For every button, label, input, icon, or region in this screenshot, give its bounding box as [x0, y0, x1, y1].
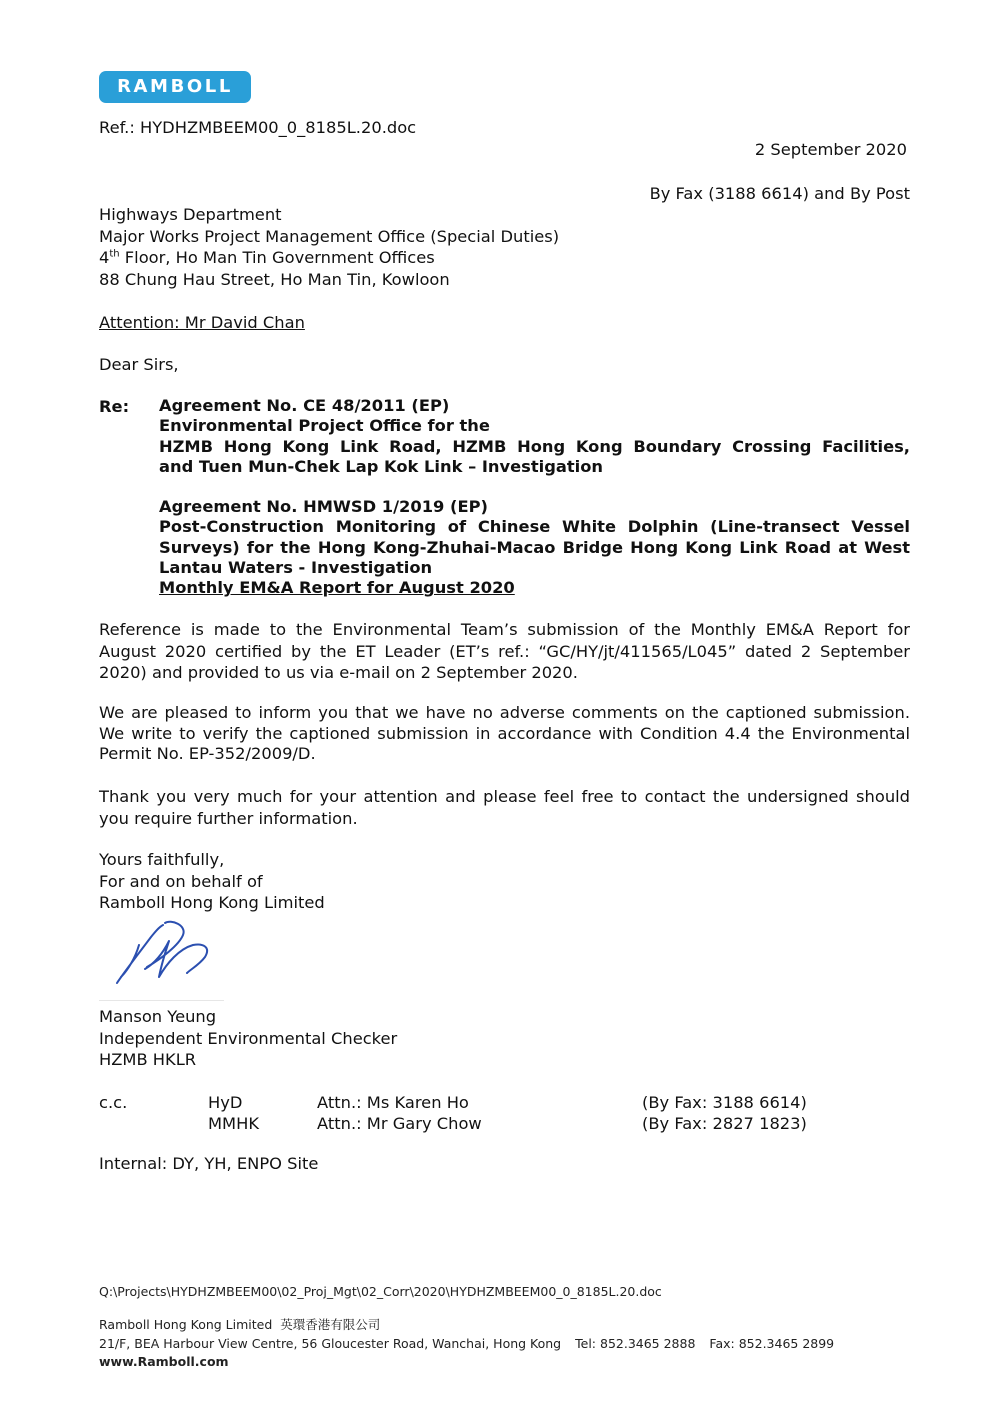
address-line-1: Highways Department	[99, 205, 282, 224]
signer-block	[99, 1006, 397, 1071]
footer-contact	[99, 1335, 834, 1353]
cc-block	[99, 1092, 819, 1136]
signer-name: Manson Yeung	[99, 1007, 217, 1026]
cc-org: HyD	[208, 1093, 243, 1112]
signer-title: Independent Environmental Checker	[99, 1028, 398, 1048]
logo-text: RAMBOLL	[117, 76, 233, 98]
ramboll-logo	[99, 71, 251, 103]
subject-agreement-2: Agreement No. HMWSD 1/2019 (EP)	[159, 497, 488, 517]
file-path: Q:\Projects\HYDHZMBEEM00\02_Proj_Mgt\02_Corr\2020\HYDHZMBEEM00_0_8185L.20.doc	[99, 1284, 662, 1299]
body-paragraph-1: Reference is made to the Environmental Team’s submission of the Monthly EM&A Report for August 2020 certified by the ET Leader (ET’s ref.: “GC/HY/jt/411565/L045” dated 2 September 2020) and provided to us via e-mail on 2 September 2020.	[99, 620, 910, 682]
cc-label: c.c.	[99, 1093, 128, 1112]
footer-address: 21/F, BEA Harbour View Centre, 56 Gloucester Road, Wanchai, Hong Kong	[99, 1336, 562, 1351]
footer-tel: Tel: 852.3465 2888	[575, 1336, 696, 1351]
re-label: Re:	[99, 397, 130, 416]
footer-company	[99, 1316, 380, 1334]
footer-company-name: Ramboll Hong Kong Limited	[99, 1317, 273, 1332]
subject-line: HZMB Hong Kong Link Road, HZMB Hong Kong Boundary Crossing Facilities,	[159, 436, 910, 456]
subject-line: Environmental Project Office for the	[159, 416, 490, 436]
subject-line: and Tuen Mun-Chek Lap Kok Link – Investigation	[159, 456, 604, 476]
subject-report-title: Monthly EM&A Report for August 2020	[159, 578, 515, 598]
delivery-method: By Fax (3188 6614) and By Post	[649, 184, 910, 203]
cc-fax: (By Fax: 2827 1823)	[642, 1114, 807, 1133]
cc-attn: Attn.: Ms Karen Ho	[317, 1093, 469, 1112]
cc-attn: Attn.: Mr Gary Chow	[317, 1114, 482, 1133]
subject-line: Post-Construction Monitoring of Chinese White Dolphin (Line-transect Vessel	[159, 517, 910, 537]
cc-fax: (By Fax: 3188 6614)	[642, 1093, 807, 1112]
address-line-2: Major Works Project Management Office (Special Duties)	[99, 226, 560, 246]
letter-date: 2 September 2020	[754, 140, 907, 159]
footer-company-cn: 英環香港有限公司	[280, 1317, 381, 1332]
salutation: Dear Sirs,	[99, 355, 179, 374]
subject-line: Surveys) for the Hong Kong-Zhuhai-Macao Bridge Hong Kong Link Road at West	[159, 537, 910, 557]
subject-block	[159, 396, 910, 599]
address-line-3: 4th Floor, Ho Man Tin Government Offices	[99, 248, 435, 267]
handwritten-signature	[99, 915, 229, 1005]
closing-line-2: For and on behalf of	[99, 871, 263, 891]
subject-line: Lantau Waters - Investigation	[159, 558, 433, 578]
internal-distribution: Internal: DY, YH, ENPO Site	[99, 1154, 319, 1173]
body-paragraph-2: We are pleased to inform you that we have no adverse comments on the captioned submission. We write to verify the captioned submission in accordance with Condition 4.4 the Environmental Permit No. EP-352/2009/D.	[99, 703, 910, 763]
attention-line: Attention: Mr David Chan	[99, 313, 305, 332]
reference-number: Ref.: HYDHZMBEEM00_0_8185L.20.doc	[99, 118, 417, 137]
signer-org: HZMB HKLR	[99, 1050, 197, 1069]
closing-block	[99, 849, 325, 914]
footer-fax: Fax: 852.3465 2899	[709, 1336, 835, 1351]
closing-line-3: Ramboll Hong Kong Limited	[99, 893, 325, 912]
cc-org: MMHK	[208, 1114, 260, 1133]
signature-line	[99, 1000, 224, 1001]
subject-agreement-1: Agreement No. CE 48/2011 (EP)	[159, 396, 450, 415]
closing-line-1: Yours faithfully,	[99, 850, 225, 869]
address-line-4: 88 Chung Hau Street, Ho Man Tin, Kowloon	[99, 269, 450, 289]
recipient-address	[99, 204, 559, 290]
footer-website[interactable]: www.Ramboll.com	[99, 1354, 229, 1369]
body-paragraph-3: Thank you very much for your attention and please feel free to contact the undersigned should you require further information.	[99, 787, 910, 828]
